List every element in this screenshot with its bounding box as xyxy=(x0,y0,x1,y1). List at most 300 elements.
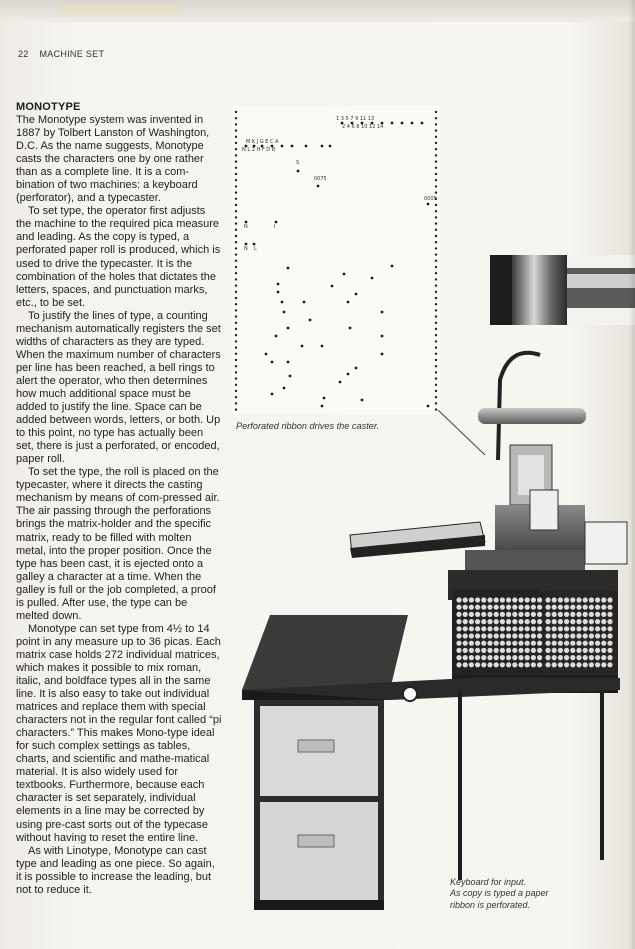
key xyxy=(531,612,536,617)
paragraph: To justify the lines of type, a counting mechanism automatically registers the set widths of characters as they are typed. When the maximum number of characters per line has been reached, a bell rings to alert the operator, who then determines how much additional space must be added to justify the line. Space can be added between words, letters, or both. Up to this point, no type has actually been set, there is just a perforated, or encoded, paper roll. xyxy=(16,309,221,466)
key xyxy=(601,655,606,660)
key xyxy=(512,619,517,624)
key xyxy=(512,612,517,617)
sprocket-hole xyxy=(235,260,237,262)
key xyxy=(552,612,557,617)
key xyxy=(525,648,530,653)
key xyxy=(506,605,511,610)
key xyxy=(589,655,594,660)
key xyxy=(607,633,612,638)
key xyxy=(537,605,542,610)
key xyxy=(583,612,588,617)
key xyxy=(576,648,581,653)
perforation-hole xyxy=(275,221,278,224)
sprocket-hole xyxy=(235,266,237,268)
ribbon-top-numbers-2: 2 4 6 8 10 12 14 xyxy=(342,124,384,130)
key xyxy=(525,655,530,660)
sprocket-hole xyxy=(235,179,237,181)
key xyxy=(589,641,594,646)
key xyxy=(487,597,492,602)
key xyxy=(570,662,575,667)
key xyxy=(494,626,499,631)
sprocket-hole xyxy=(235,402,237,404)
key xyxy=(545,648,550,653)
key xyxy=(595,662,600,667)
key xyxy=(525,633,530,638)
key xyxy=(576,597,581,602)
key xyxy=(500,626,505,631)
sprocket-hole xyxy=(235,191,237,193)
sprocket-hole xyxy=(235,365,237,367)
sprocket-hole xyxy=(435,191,437,193)
key xyxy=(475,662,480,667)
perforation-hole xyxy=(245,243,248,246)
key xyxy=(558,648,563,653)
key xyxy=(583,648,588,653)
key xyxy=(469,633,474,638)
key xyxy=(456,626,461,631)
perforation-hole xyxy=(411,122,414,125)
key xyxy=(500,648,505,653)
key xyxy=(537,619,542,624)
key xyxy=(518,626,523,631)
key xyxy=(537,655,542,660)
perforation-hole xyxy=(271,145,274,148)
sprocket-hole xyxy=(235,229,237,231)
key xyxy=(607,662,612,667)
key xyxy=(512,662,517,667)
sprocket-hole xyxy=(235,297,237,299)
perforation-hole xyxy=(427,203,430,206)
key xyxy=(494,655,499,660)
sprocket-hole xyxy=(235,284,237,286)
key xyxy=(481,612,486,617)
key xyxy=(595,648,600,653)
key xyxy=(512,626,517,631)
key xyxy=(545,597,550,602)
key xyxy=(601,597,606,602)
key xyxy=(469,648,474,653)
key xyxy=(583,626,588,631)
key xyxy=(564,662,569,667)
perforation-hole xyxy=(253,145,256,148)
sprocket-hole xyxy=(435,129,437,131)
key xyxy=(589,597,594,602)
key xyxy=(552,605,557,610)
key xyxy=(481,619,486,624)
perforation-hole xyxy=(305,145,308,148)
key xyxy=(506,662,511,667)
key xyxy=(558,605,563,610)
key xyxy=(589,633,594,638)
key xyxy=(506,655,511,660)
perforation-hole xyxy=(371,122,374,125)
key xyxy=(531,655,536,660)
key xyxy=(595,612,600,617)
sprocket-hole xyxy=(235,272,237,274)
key xyxy=(537,648,542,653)
sprocket-hole xyxy=(235,136,237,138)
key xyxy=(506,633,511,638)
key xyxy=(494,605,499,610)
perforation-hole xyxy=(351,122,354,125)
paper-tower xyxy=(465,445,585,580)
key xyxy=(518,641,523,646)
key xyxy=(531,641,536,646)
key xyxy=(469,655,474,660)
key xyxy=(552,641,557,646)
key xyxy=(481,655,486,660)
key xyxy=(531,662,536,667)
paragraph: To set type, the operator first adjusts the machine to the required pica measure and leading. As the copy is typed, a perforated paper roll is produced, which is used to drive the typecaster. It is the combination of the holes that dictates the letters, spaces, and punctuation marks, etc., to be set. xyxy=(16,205,221,309)
key xyxy=(469,612,474,617)
key xyxy=(506,597,511,602)
key xyxy=(607,655,612,660)
key xyxy=(463,626,468,631)
key xyxy=(558,619,563,624)
key xyxy=(456,633,461,638)
key xyxy=(564,597,569,602)
key xyxy=(537,641,542,646)
key xyxy=(506,641,511,646)
key xyxy=(481,641,486,646)
key xyxy=(456,597,461,602)
sprocket-hole xyxy=(435,210,437,212)
key xyxy=(456,655,461,660)
key xyxy=(570,619,575,624)
sprocket-hole xyxy=(235,353,237,355)
sprocket-hole xyxy=(435,179,437,181)
key xyxy=(463,619,468,624)
sprocket-hole xyxy=(235,123,237,125)
key xyxy=(576,633,581,638)
key xyxy=(487,641,492,646)
key xyxy=(481,662,486,667)
sprocket-hole xyxy=(235,408,237,410)
ribbon-mark-n2: N xyxy=(244,246,248,252)
perforation-hole xyxy=(321,145,324,148)
key xyxy=(500,633,505,638)
key xyxy=(463,655,468,660)
key xyxy=(512,648,517,653)
key xyxy=(525,641,530,646)
key xyxy=(545,655,550,660)
key xyxy=(456,648,461,653)
key xyxy=(558,662,563,667)
perforation-hole xyxy=(261,145,264,148)
key xyxy=(601,641,606,646)
key xyxy=(518,662,523,667)
sprocket-hole xyxy=(235,142,237,144)
key xyxy=(576,605,581,610)
key xyxy=(537,662,542,667)
ribbon-caption: Perforated ribbon drives the caster. xyxy=(236,421,380,431)
key xyxy=(576,619,581,624)
key xyxy=(500,619,505,624)
key xyxy=(494,641,499,646)
key xyxy=(525,612,530,617)
sprocket-hole xyxy=(435,148,437,150)
perforation-hole xyxy=(341,122,344,125)
key xyxy=(583,633,588,638)
key xyxy=(525,605,530,610)
ribbon-mark-0075: 0075 xyxy=(314,176,327,182)
sprocket-hole xyxy=(235,278,237,280)
sprocket-hole xyxy=(435,123,437,125)
sprocket-hole xyxy=(235,185,237,187)
sprocket-hole xyxy=(235,309,237,311)
ribbon-mark-0005: 0005 xyxy=(424,196,437,202)
sprocket-hole xyxy=(235,204,237,206)
sprocket-hole xyxy=(435,241,437,243)
key xyxy=(481,633,486,638)
sprocket-hole xyxy=(235,346,237,348)
sprocket-hole xyxy=(235,390,237,392)
key xyxy=(456,612,461,617)
key xyxy=(500,605,505,610)
perforation-hole xyxy=(391,122,394,125)
key xyxy=(512,605,517,610)
key xyxy=(564,619,569,624)
sprocket-hole xyxy=(235,111,237,113)
sprocket-hole xyxy=(235,222,237,224)
ribbon-letters-2: N L 2 H F D B xyxy=(242,147,276,153)
key xyxy=(576,612,581,617)
sprocket-hole xyxy=(235,396,237,398)
key xyxy=(552,633,557,638)
key xyxy=(525,626,530,631)
ribbon-letters-1: M K J G E C A xyxy=(246,139,279,145)
monotype-keyboard-photo xyxy=(240,250,635,910)
ribbon-mark-n: N xyxy=(244,224,248,230)
sprocket-hole xyxy=(235,328,237,330)
section-title: MACHINE SET xyxy=(39,49,105,59)
caption-line: Keyboard for input. xyxy=(450,877,527,887)
key xyxy=(595,633,600,638)
key xyxy=(487,648,492,653)
sprocket-hole xyxy=(235,322,237,324)
page-number: 22 xyxy=(18,49,29,59)
key xyxy=(537,597,542,602)
key xyxy=(463,633,468,638)
key xyxy=(500,655,505,660)
key xyxy=(463,597,468,602)
key xyxy=(506,619,511,624)
key xyxy=(475,619,480,624)
key xyxy=(518,619,523,624)
key xyxy=(558,626,563,631)
key xyxy=(469,626,474,631)
key xyxy=(552,597,557,602)
key xyxy=(601,612,606,617)
perforation-hole xyxy=(253,243,256,246)
key xyxy=(595,626,600,631)
sprocket-hole xyxy=(435,117,437,119)
key xyxy=(531,605,536,610)
keyboard-caption xyxy=(450,877,590,911)
sprocket-hole xyxy=(235,154,237,156)
key xyxy=(589,605,594,610)
sprocket-hole xyxy=(235,117,237,119)
key xyxy=(463,612,468,617)
caption-line: ribbon is perforated. xyxy=(450,899,531,910)
perforation-hole xyxy=(281,145,284,148)
sprocket-hole xyxy=(435,222,437,224)
sprocket-hole xyxy=(235,210,237,212)
sprocket-hole xyxy=(235,315,237,317)
key xyxy=(570,655,575,660)
key xyxy=(570,648,575,653)
sprocket-hole xyxy=(235,371,237,373)
key xyxy=(607,605,612,610)
key xyxy=(601,648,606,653)
perforation-hole xyxy=(329,145,332,148)
sprocket-hole xyxy=(235,384,237,386)
sprocket-hole xyxy=(435,229,437,231)
key xyxy=(487,626,492,631)
key xyxy=(506,648,511,653)
key xyxy=(545,626,550,631)
sprocket-hole xyxy=(235,253,237,255)
key xyxy=(558,597,563,602)
sprocket-hole xyxy=(235,303,237,305)
ribbon-mark-s: S xyxy=(296,160,300,166)
key xyxy=(589,648,594,653)
key xyxy=(531,633,536,638)
key xyxy=(494,662,499,667)
key xyxy=(595,655,600,660)
sprocket-hole xyxy=(435,216,437,218)
caption-line: As copy is typed a paper xyxy=(450,888,549,899)
sprocket-hole xyxy=(235,148,237,150)
key xyxy=(500,612,505,617)
key xyxy=(545,612,550,617)
key xyxy=(558,655,563,660)
key xyxy=(576,662,581,667)
key xyxy=(506,612,511,617)
keyboard-base xyxy=(448,570,618,693)
key xyxy=(475,648,480,653)
key xyxy=(500,597,505,602)
paragraph: The Monotype system was invented in 1887 by Tolbert Lanston of Washington, D.C. As the name suggests, Monotype casts the characters one by one rather than as a complete line. It is a com-bination of two machines: a keyboard (perforator), and a typecaster. xyxy=(16,114,210,205)
key xyxy=(589,619,594,624)
key xyxy=(463,641,468,646)
key xyxy=(595,597,600,602)
key xyxy=(463,648,468,653)
key xyxy=(583,619,588,624)
lamp xyxy=(438,353,586,460)
key xyxy=(469,662,474,667)
key xyxy=(537,612,542,617)
paragraph: To set the type, the roll is placed on the typecaster, where it directs the casting mechanism by means of com-pressed air. The air passing through the perforations brings the matrix-holder and the specific matrix, ready to be filled with molten metal, into the proper position. Once the type has been cast, it is ejected onto a galley a character at a time. When the galley is full or the job completed, a proof is pulled. After use, the type can be melted down. xyxy=(16,466,220,622)
key xyxy=(589,662,594,667)
key xyxy=(601,605,606,610)
key xyxy=(552,662,557,667)
key xyxy=(607,619,612,624)
key xyxy=(576,626,581,631)
key xyxy=(583,641,588,646)
key xyxy=(456,619,461,624)
key xyxy=(494,597,499,602)
key xyxy=(494,633,499,638)
sprocket-hole xyxy=(235,173,237,175)
machine-illustration xyxy=(240,250,635,910)
key xyxy=(469,605,474,610)
key xyxy=(463,605,468,610)
key xyxy=(475,597,480,602)
key xyxy=(558,641,563,646)
sprocket-hole xyxy=(435,185,437,187)
sprocket-hole xyxy=(235,334,237,336)
key xyxy=(506,626,511,631)
key xyxy=(500,662,505,667)
key xyxy=(518,605,523,610)
key xyxy=(475,626,480,631)
key xyxy=(564,655,569,660)
key xyxy=(481,648,486,653)
perforation-hole xyxy=(421,122,424,125)
key xyxy=(518,612,523,617)
key xyxy=(595,605,600,610)
sprocket-hole xyxy=(435,136,437,138)
key xyxy=(469,619,474,624)
paragraph: As with Linotype, Monotype can cast type and leading as one piece. So again, it is possible to increase the leading, but not to reduce it. xyxy=(16,844,215,896)
key xyxy=(518,597,523,602)
key xyxy=(487,655,492,660)
key xyxy=(481,605,486,610)
key xyxy=(475,605,480,610)
sprocket-hole xyxy=(235,359,237,361)
sprocket-hole xyxy=(235,377,237,379)
key xyxy=(545,619,550,624)
key xyxy=(531,648,536,653)
sprocket-hole xyxy=(235,241,237,243)
sprocket-hole xyxy=(435,235,437,237)
key xyxy=(564,648,569,653)
sprocket-hole xyxy=(435,154,437,156)
sprocket-hole xyxy=(235,216,237,218)
key xyxy=(601,662,606,667)
key xyxy=(456,641,461,646)
key xyxy=(487,662,492,667)
key xyxy=(463,662,468,667)
key xyxy=(552,626,557,631)
key xyxy=(601,619,606,624)
key xyxy=(607,597,612,602)
perforation-hole xyxy=(291,145,294,148)
key xyxy=(481,626,486,631)
key xyxy=(564,612,569,617)
key xyxy=(475,655,480,660)
ribbon-roll-detail xyxy=(490,255,635,325)
key xyxy=(512,633,517,638)
key xyxy=(583,655,588,660)
perforation-hole xyxy=(245,145,248,148)
key xyxy=(475,612,480,617)
article-heading: MONOTYPE xyxy=(16,101,81,113)
key xyxy=(589,626,594,631)
perforation-hole xyxy=(245,221,248,224)
key xyxy=(487,612,492,617)
ribbon-top-numbers-1: 1 3 5 7 9 11 13 xyxy=(336,116,375,122)
key xyxy=(487,633,492,638)
key xyxy=(512,641,517,646)
sprocket-hole xyxy=(435,111,437,113)
key xyxy=(552,655,557,660)
key xyxy=(487,605,492,610)
perforation-hole xyxy=(317,185,320,188)
key xyxy=(601,633,606,638)
